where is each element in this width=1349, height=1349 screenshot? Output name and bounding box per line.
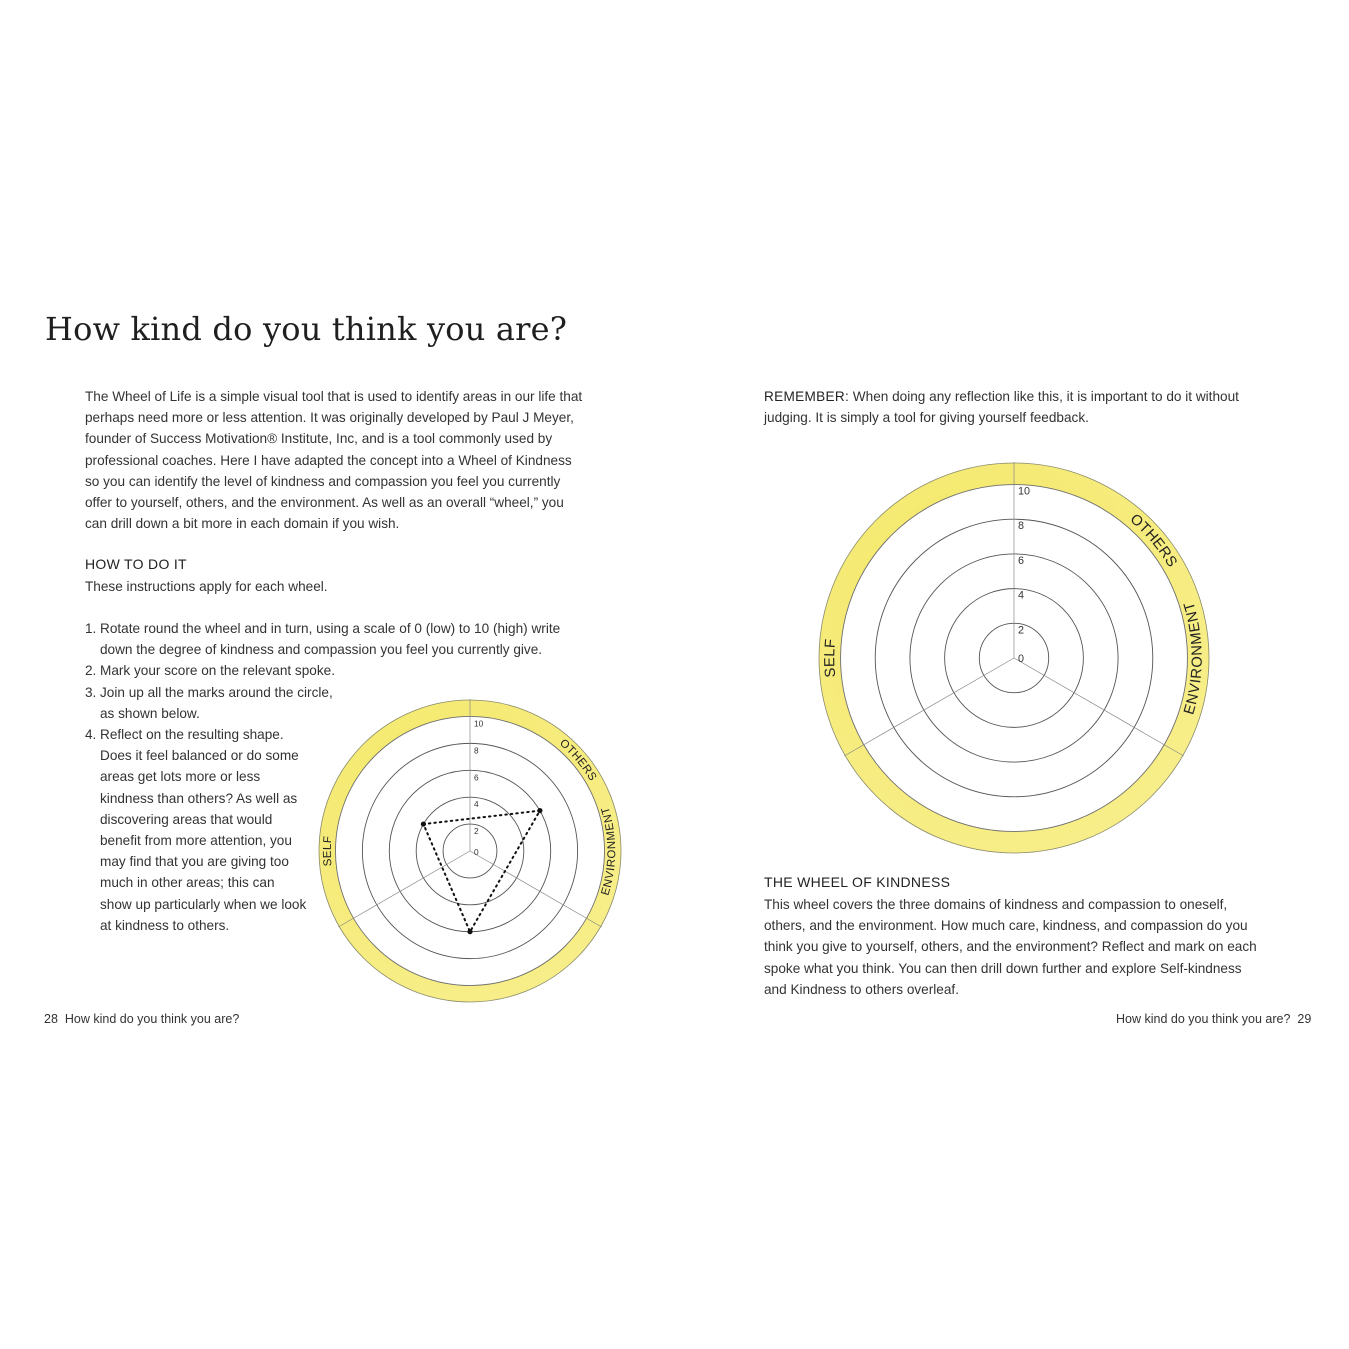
step-4-number: 4. (85, 727, 97, 742)
step-3 (85, 682, 347, 724)
step-4 (85, 724, 307, 936)
blank-scale-6: 6 (1018, 554, 1024, 567)
running-title-right: How kind do you think you are? (1116, 1012, 1291, 1026)
example-scale-0: 0 (474, 847, 479, 857)
blank-scale-8: 8 (1018, 520, 1024, 533)
step-3-number: 3. (85, 685, 97, 700)
example-label-self: SELF (321, 835, 335, 867)
running-title-left: How kind do you think you are? (64, 1012, 240, 1026)
page-number-right: 29 (1297, 1012, 1312, 1026)
step-2 (85, 660, 563, 681)
blank-label-others: OTHERS (1126, 511, 1181, 571)
steps-list-b (85, 682, 347, 724)
wheel-of-kindness-heading: THE WHEEL OF KINDNESS (764, 874, 951, 890)
step-4-text: Reflect on the resulting shape. Does it feel balanced or do some areas get lots more or less kindness than others? As well as discovering areas that would benefit from more attention, you may find that you are giving too much in other areas; this can show up particularly when we look at kindness to others. (100, 727, 307, 933)
wheel-of-kindness-paragraph: This wheel covers the three domains of kindness and compassion to oneself, others, and the environment. How much care, kindness, and compassion do you think you give to yourself, others, and the environment? Reflect and mark on each spoke what you think. You can then drill down further and explore Self-kindness and Kindness to others overleaf. (764, 897, 1257, 997)
example-score-mark-environment (467, 929, 472, 934)
step-1-number: 1. (85, 621, 97, 636)
step-3-text: Join up all the marks around the circle, as shown below. (100, 685, 333, 722)
example-scale-8: 8 (474, 745, 479, 756)
example-label-others: OTHERS (557, 737, 599, 784)
step-1 (85, 618, 563, 660)
blank-kindness-wheel (818, 462, 1210, 854)
blank-label-environment: ENVIRONMENT (1181, 599, 1206, 717)
remember-note (764, 386, 1249, 428)
page-title: How kind do you think you are? (45, 310, 568, 348)
steps-list-c (85, 724, 307, 936)
example-score-mark-self (421, 821, 426, 826)
blank-label-self: SELF (822, 637, 840, 678)
steps-list-a (85, 618, 563, 682)
blank-scale-2: 2 (1018, 624, 1024, 637)
blank-scale-4: 4 (1018, 589, 1024, 602)
example-scale-10: 10 (474, 718, 484, 729)
example-label-environment: ENVIRONMENT (599, 805, 619, 897)
page-number-left: 28 (44, 1012, 58, 1026)
remember-label: REMEMBER: (764, 389, 850, 404)
step-2-text: Mark your score on the relevant spoke. (100, 663, 335, 679)
blank-scale-0: 0 (1018, 653, 1024, 665)
example-scale-2: 2 (474, 826, 479, 837)
example-score-mark-others (537, 808, 542, 813)
blank-scale-10: 10 (1018, 485, 1030, 498)
remember-text: When doing any reflection like this, it is important to do it without judging. It is simply a tool for giving yourself feedback. (764, 389, 1239, 426)
example-scale-4: 4 (474, 799, 479, 810)
how-to-subtitle: These instructions apply for each wheel. (85, 579, 328, 594)
example-kindness-wheel (318, 699, 622, 1003)
step-1-text: Rotate round the wheel and in turn, using a scale of 0 (low) to 10 (high) write down the degree of kindness and compassion you feel you currently give. (100, 621, 561, 658)
step-2-number: 2. (85, 663, 97, 679)
footer-left (44, 1012, 239, 1026)
intro-paragraph: The Wheel of Life is a simple visual tool that is used to identify areas in our life that perhaps need more or less attention. It was originally developed by Paul J Meyer, founder of Success Motivation® Institute, Inc, and is a tool commonly used by professional coaches. Here I have adapted the concept into a Wheel of Kindness so you can identify the level of kindness and compassion you feel you currently offer to yourself, others, and the environment. As well as an overall “wheel,” you can drill down a bit more in each domain if you wish. (85, 389, 583, 532)
footer-right (1116, 1012, 1311, 1026)
how-to-heading: HOW TO DO IT (85, 556, 187, 572)
example-scale-6: 6 (474, 772, 479, 783)
